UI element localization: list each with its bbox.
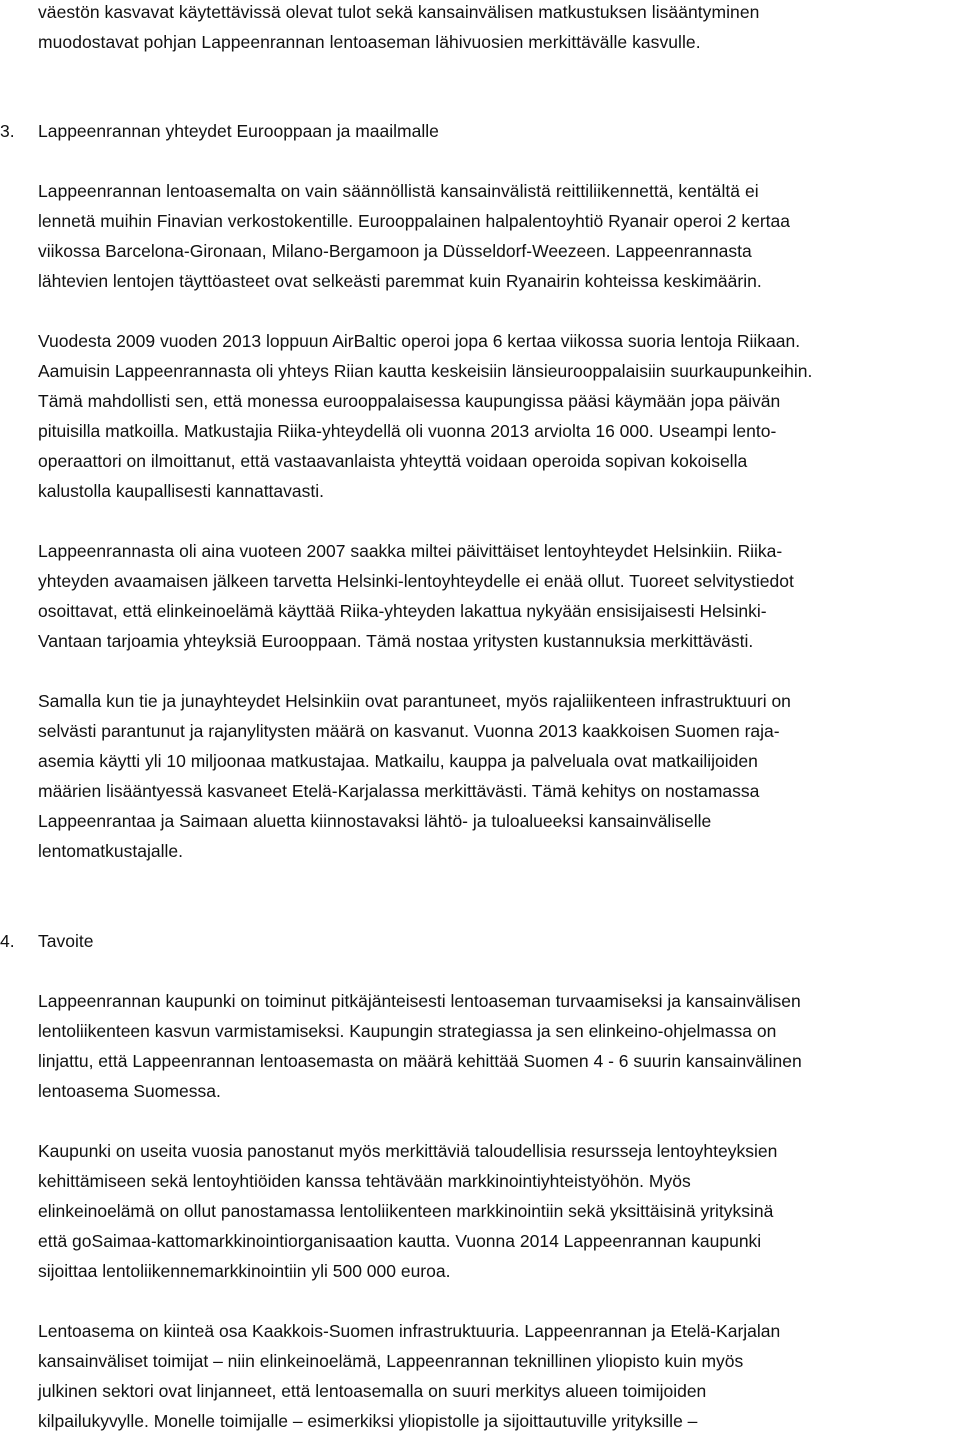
section-heading <box>0 926 94 956</box>
text-line: osoittavat, että elinkeinoelämä käyttää Riika-yhteyden lakattua nykyään ensisijaisesti Helsinki- <box>38 601 767 621</box>
text-line: Lentoasema on kiinteä osa Kaakkois-Suomen infrastruktuuria. Lappeenrannan ja Etelä-Karjalan <box>38 1321 781 1341</box>
text-line: Lappeenrantaa ja Saimaan aluetta kiinnostavaksi lähtö- ja tuloalueeksi kansainväliselle <box>38 811 712 831</box>
text-line: asemia käytti yli 10 miljoonaa matkustajaa. Matkailu, kauppa ja palveluala ovat matkailijoiden <box>38 751 758 771</box>
text-line: Lappeenrannan lentoasemalta on vain säännöllistä kansainvälistä reittiliikennettä, kentältä ei <box>38 181 759 201</box>
text-line: operaattori on ilmoittanut, että vastaavanlaista yhteyttä voidaan operoida sopivan kokoisella <box>38 451 748 471</box>
text-line: sijoittaa lentoliikennemarkkinointiin yli 500 000 euroa. <box>38 1261 451 1281</box>
text-line: kansainväliset toimijat – niin elinkeinoelämä, Lappeenrannan teknillinen yliopisto kuin myös <box>38 1351 744 1371</box>
text-line: lennetä muihin Finavian verkostokentille. Eurooppalainen halpalentoyhtiö Ryanair operoi 2 kertaa <box>38 211 790 231</box>
text-line: Tämä mahdollisti sen, että monessa eurooppalaisessa kaupungissa pääsi käymään jopa päivän <box>38 391 781 411</box>
text-line: kalustolla kaupallisesti kannattavasti. <box>38 481 324 501</box>
text-line: lentoliikenteen kasvun varmistamiseksi. Kaupungin strategiassa ja sen elinkeino-ohjelmassa on <box>38 1021 777 1041</box>
text-line: julkinen sektori ovat linjanneet, että lentoasemalla on suuri merkitys alueen toimijoiden <box>38 1381 707 1401</box>
text-line: kilpailukyvylle. Monelle toimijalle – esimerkiksi yliopistolle ja sijoittautuville yrityksille – <box>38 1411 698 1431</box>
text-line: pituisilla matkoilla. Matkustajia Riika-yhteydellä oli vuonna 2013 arviolta 16 000. Useampi lento- <box>38 421 777 441</box>
text-line: kehittämiseen sekä lentoyhtiöiden kanssa tehtävään markkinointiyhteistyöhön. Myös <box>38 1171 691 1191</box>
section-title: Tavoite <box>38 931 94 951</box>
text-line: linjattu, että Lappeenrannan lentoasemasta on määrä kehittää Suomen 4 - 6 suurin kansainvälinen <box>38 1051 802 1071</box>
text-line: Vantaan tarjoamia yhteyksiä Eurooppaan. Tämä nostaa yritysten kustannuksia merkittävästi. <box>38 631 754 651</box>
text-line: Aamuisin Lappeenrannasta oli yhteys Riian kautta keskeisiin länsieurooppalaisiin suurkaupunkeihin. <box>38 361 813 381</box>
section-number: 4. <box>0 931 15 951</box>
text-line: viikossa Barcelona-Gironaan, Milano-Bergamoon ja Düsseldorf-Weezeen. Lappeenrannasta <box>38 241 752 261</box>
text-line: Kaupunki on useita vuosia panostanut myös merkittäviä taloudellisia resursseja lentoyhteyksien <box>38 1141 778 1161</box>
text-line: Lappeenrannasta oli aina vuoteen 2007 saakka miltei päivittäiset lentoyhteydet Helsinkiin. Riika- <box>38 541 783 561</box>
text-line: selvästi parantunut ja rajanylitysten määrä on kasvanut. Vuonna 2013 kaakkoisen Suomen raja- <box>38 721 780 741</box>
text-line: yhteyden avaamaisen jälkeen tarvetta Helsinki-lentoyhteydelle ei enää ollut. Tuoreet selvitystiedot <box>38 571 794 591</box>
text-line: Vuodesta 2009 vuoden 2013 loppuun AirBaltic operoi jopa 6 kertaa viikossa suoria lentoja Riikaan. <box>38 331 801 351</box>
text-line: lähtevien lentojen täyttöasteet ovat selkeästi paremmat kuin Ryanairin kohteissa keskimäärin. <box>38 271 762 291</box>
text-line: Lappeenrannan kaupunki on toiminut pitkäjänteisesti lentoaseman turvaamiseksi ja kansainvälisen <box>38 991 801 1011</box>
text-line: väestön kasvavat käytettävissä olevat tulot sekä kansainvälisen matkustuksen lisääntyminen <box>38 2 760 22</box>
text-line: lentoasema Suomessa. <box>38 1081 221 1101</box>
section-number: 3. <box>0 121 15 141</box>
text-line: muodostavat pohjan Lappeenrannan lentoaseman lähivuosien merkittävälle kasvulle. <box>38 32 701 52</box>
text-line: että goSaimaa-kattomarkkinointiorganisaation kautta. Vuonna 2014 Lappeenrannan kaupunki <box>38 1231 762 1251</box>
section-heading <box>0 116 439 146</box>
text-line: määrien lisääntyessä kasvaneet Etelä-Karjalassa merkittävästi. Tämä kehitys on nostamassa <box>38 781 760 801</box>
text-line: lentomatkustajalle. <box>38 841 183 861</box>
text-line: Samalla kun tie ja junayhteydet Helsinkiin ovat parantuneet, myös rajaliikenteen infrastruktuuri on <box>38 691 791 711</box>
text-line: elinkeinoelämä on ollut panostamassa lentoliikenteen markkinointiin sekä yksittäisinä yrityksinä <box>38 1201 774 1221</box>
section-title: Lappeenrannan yhteydet Eurooppaan ja maailmalle <box>38 121 439 141</box>
